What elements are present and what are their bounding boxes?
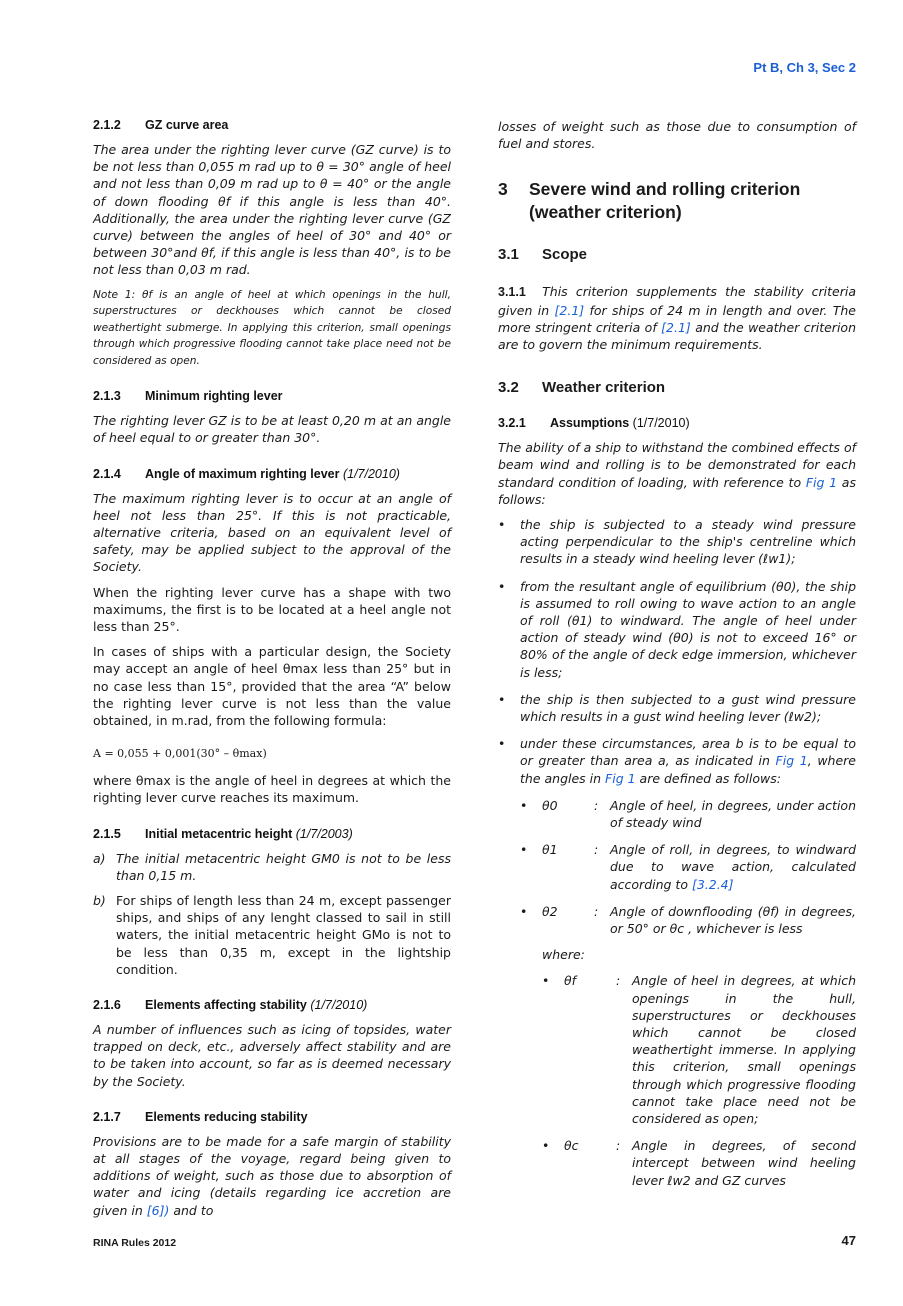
link-2-1-a[interactable]: [2.1] — [554, 302, 585, 318]
link-6[interactable]: [6]) — [146, 1202, 170, 1218]
link-2-1-b[interactable]: [2.1] — [661, 319, 691, 335]
min-righting-lever-text: The righting lever GZ is to be at least 0,20 m at an angle of heel equal to or greater than 30°. — [93, 413, 451, 446]
definition-theta-2: • θ2 : Angle of downflooding (θf) in degrees, or 50° or θc , whichever is less — [520, 903, 856, 937]
formula: A = 0,055 + 0,001(30° – θmax) — [93, 747, 267, 761]
bullet-item-3: • the ship is then subjected to a gust wind pressure which results in a gust wind heeling lever (ℓw2); — [498, 691, 856, 725]
assumptions-intro: The ability of a ship to withstand the combined effects of beam wind and rolling is to be demonstrated for each standard condition of loading, with reference to Fig 1 as follows: — [498, 440, 856, 507]
heading-2-1-4: 2.1.4 Angle of maximum righting lever (1/7/2010) — [93, 466, 400, 481]
continued-text: losses of weight such as those due to consumption of fuel and stores. — [498, 119, 856, 152]
definition-theta-1: • θ1 : Angle of roll, in degrees, to windward due to wave action, calculated according to [3.2.4] — [520, 842, 856, 892]
max-righting-lever-text-1: The maximum righting lever is to occur at an angle of heel not less than 25°. If this is not practicable, alternative criteria, based on an equivalent level of safety, may be applied subject to the approval of the Society. — [93, 490, 451, 575]
heading-2-1-3: 2.1.3 Minimum righting lever — [93, 389, 283, 404]
elements-affecting-text: A number of influences such as icing of topsides, water trapped on deck, etc., adversely affect stability and are to be taken into account, so far as is deemed necessary by the Society. — [93, 1022, 451, 1089]
bullet-item-2: • from the resultant angle of equilibrium (θ0), the ship is assumed to roll owing to wave action to an angle of roll (θ1) to windward. The angle of heel under action of steady wind (θ0) is not to exceed 16° or 80% of the angle of deck edge immersion, whichever is less; — [498, 578, 856, 680]
link-3-2-4[interactable]: [3.2.4] — [691, 876, 734, 892]
where-label: where: — [542, 947, 585, 963]
max-righting-lever-text-3: In cases of ships with a particular design, the Society may accept an angle of heel θmax less than 25° but in no case less than 15°, provided that the area “A” below the righting lever curve is not less than the value obtained, in m.rad, from the following formula: — [93, 644, 451, 728]
note-1: Note 1: θf is an angle of heel at which openings in the hull, superstructures or deckhouses which cannot be closed weathertight submerge. In applying this criterion, small openings through which progressive flooding cannot take place need not be considered as open. — [93, 288, 451, 367]
gz-curve-area-text: The area under the righting lever curve (GZ curve) is to be not less than 0,055 m rad up to θ = 30° angle of heel and not less than 0,09 m rad up to θ = 40° or the angle of down flooding θf if this angle is less than 40°. Additionally, the area under the righting lever curve (GZ curve) between the angles of heel of 30° and 40° or between 30°and θf, if this angle is less than 40°, is to be not less than 0,03 m rad. — [93, 142, 451, 278]
footer-title: RINA Rules 2012 — [93, 1237, 177, 1249]
link-fig-1-c[interactable]: Fig 1 — [605, 770, 636, 786]
left-column — [93, 118, 451, 1227]
heading-2-1-7: 2.1.7 Elements reducing stability — [93, 1109, 308, 1124]
link-fig-1-b[interactable]: Fig 1 — [775, 753, 808, 769]
heading-3: 3 Severe wind and rolling criterion (weather criterion) — [498, 179, 801, 223]
heading-3-2-1: 3.2.1 Assumptions (1/7/2010) — [498, 416, 690, 431]
bullet-item-1: • the ship is subjected to a steady wind pressure acting perpendicular to the ship's centreline which results in a steady wind heeling lever (ℓw1); — [498, 517, 856, 567]
scope-text: 3.1.1 This criterion supplements the stability criteria given in [2.1] for ships of 24 m in length and over. The more stringent criteria of [2.1] and the weather criterion are to govern the minimum requirements. — [498, 284, 856, 353]
bullet-item-4: • under these circumstances, area b is to be equal to or greater than area a, as indicated in Fig 1, where the angles in Fig 1 are defined as follows: — [498, 736, 856, 786]
list-item-b: b) For ships of length less than 24 m, except passenger ships, and ships of any lenght classed to sail in still waters, the initial metacentric height GMo is not to be less than 0,35 m, except in the lightship condition. — [93, 892, 451, 977]
definition-theta-f: • θf : Angle of heel in degrees, at which openings in the hull, superstructures or deckhouses which cannot be closed weathertight immerse. In applying this criterion, small openings through which progressive flooding cannot take place need not be considered as open; — [542, 973, 856, 1126]
heading-3-1: 3.1 Scope — [498, 246, 588, 264]
definition-theta-c: • θc : Angle in degrees, of second intercept between wind heeling lever ℓw2 and GZ curves — [542, 1138, 856, 1188]
list-item-a: a) The initial metacentric height GM0 is not to be less than 0,15 m. — [93, 850, 451, 883]
max-righting-lever-text-4: where θmax is the angle of heel in degrees at which the righting lever curve reaches its maximum. — [93, 773, 451, 806]
page-number: 47 — [841, 1233, 856, 1248]
link-fig-1-a[interactable]: Fig 1 — [805, 474, 838, 490]
right-column — [498, 118, 856, 1199]
heading-2-1-2: 2.1.2 GZ curve area — [93, 118, 229, 132]
heading-2-1-5: 2.1.5 Initial metacentric height (1/7/2003) — [93, 826, 353, 841]
running-header: Pt B, Ch 3, Sec 2 — [753, 60, 856, 75]
definition-theta-0: • θ0 : Angle of heel, in degrees, under action of steady wind — [520, 797, 856, 831]
heading-2-1-6: 2.1.6 Elements affecting stability (1/7/2010) — [93, 998, 368, 1012]
heading-3-2: 3.2 Weather criterion — [498, 379, 666, 397]
max-righting-lever-text-2: When the righting lever curve has a shape with two maximums, the first is to be located at a heel angle not less than 25°. — [93, 584, 451, 634]
elements-reducing-text: Provisions are to be made for a safe margin of stability at all stages of the voyage, regard being given to additions of weight, such as those due to absorption of water and icing (details regarding ice accretion are given in [6]) and to — [93, 1133, 451, 1218]
